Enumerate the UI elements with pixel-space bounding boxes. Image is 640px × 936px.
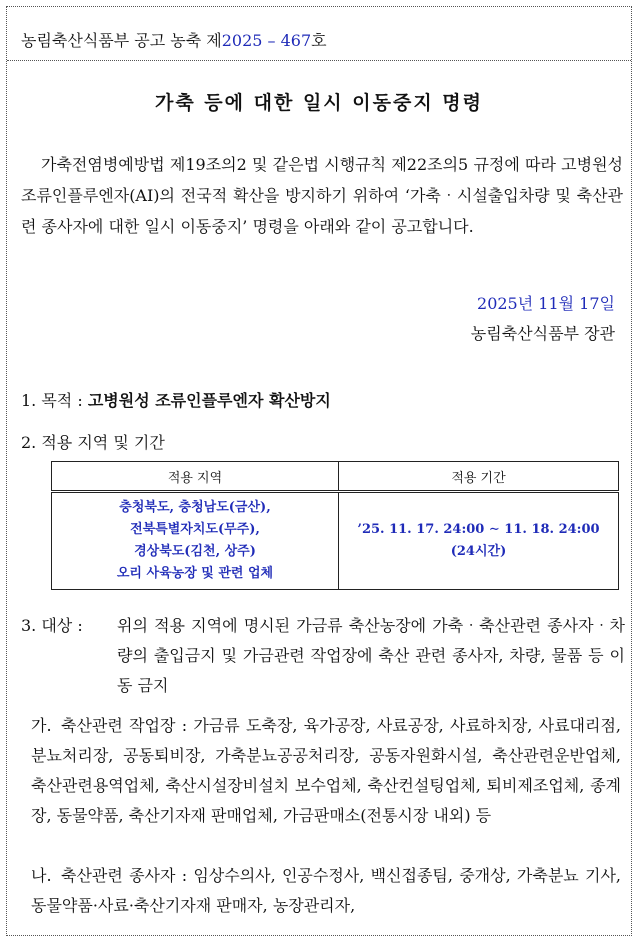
notice-document xyxy=(6,6,632,936)
subsection-workplaces-label: 가. xyxy=(31,716,52,735)
header-period: 적용 기간 xyxy=(339,462,619,492)
notice-suffix: 호 xyxy=(311,31,327,50)
region-line: 경상북도(김천, 상주) xyxy=(134,544,256,559)
section-purpose-label: 1. 목적 : xyxy=(21,391,88,410)
notice-header xyxy=(7,7,631,61)
issue-date: 2025년 11월 17일 xyxy=(477,294,615,313)
notice-prefix: 농림축산식품부 공고 농축 제 xyxy=(21,31,222,50)
notice-number-value: 2025 – 467 xyxy=(221,31,312,50)
section-purpose xyxy=(21,388,331,411)
region-cell xyxy=(52,492,339,590)
region-line: 충청북도, 충청남도(금산), xyxy=(119,500,271,515)
section-target-label: 3. 대상 : xyxy=(21,616,83,635)
intro-paragraph: 가축전염병예방법 제19조의2 및 같은법 시행규칙 제22조의5 규정에 따라 고병원성 조류인플루엔자(AI)의 전국적 확산을 방지하기 위하여 ‘가축‧시설출입차량 및 축산관련 종사자에 대한 일시 이동중지’ 명령을 아래와 같이 공고합니다. xyxy=(21,155,623,236)
header-region: 적용 지역 xyxy=(52,462,339,492)
period-cell xyxy=(339,492,619,590)
section-area-period: 2. 적용 지역 및 기간 xyxy=(21,433,165,452)
area-period-table xyxy=(51,461,619,590)
subsection-workplaces-text: 축산관련 작업장 : 가금류 도축장, 육가공장, 사료공장, 사료하치장, 사료대리점, 분뇨처리장, 공동퇴비장, 가축분뇨공공처리장, 공동자원화시설, 축산관련운반업체, 축산관련용역업체, 축산시설장비설치 보수업체, 축산컨설팅업체, 퇴비제조업체, 종계장, 동물약품, 축산기자재 판매업체, 가금판매소(전통시장 내외) 등 xyxy=(31,716,621,825)
table-header-row xyxy=(52,462,619,492)
table-row xyxy=(52,492,619,590)
period-line: ’25. 11. 17. 24:00 ∼ 11. 18. 24:00 xyxy=(357,522,600,537)
section-purpose-text: 고병원성 조류인플루엔자 확산방지 xyxy=(87,391,331,410)
issuer: 농림축산식품부 장관 xyxy=(470,324,615,343)
subsection-workers-text: 축산관련 종사자 : 임상수의사, 인공수정사, 백신접종팀, 중개상, 가축분뇨 기사, 동물약품·사료·축산기자재 판매자, 농장관리자, xyxy=(31,866,621,915)
document-title: 가축 등에 대한 일시 이동중지 명령 xyxy=(154,92,484,114)
region-line: 전북특별자치도(무주), xyxy=(130,522,260,537)
region-line: 오리 사육농장 및 관련 업체 xyxy=(116,566,274,581)
notice-number xyxy=(21,28,327,51)
period-line: (24시간) xyxy=(450,544,507,559)
subsection-workers-label: 나. xyxy=(31,866,52,885)
section-target-text: 위의 적용 지역에 명시된 가금류 축산농장에 가축‧축산관련 종사자‧차량의 출입금지 및 가금관련 작업장에 축산 관련 종사자, 차량, 물품 등 이동 금지 xyxy=(117,616,625,695)
